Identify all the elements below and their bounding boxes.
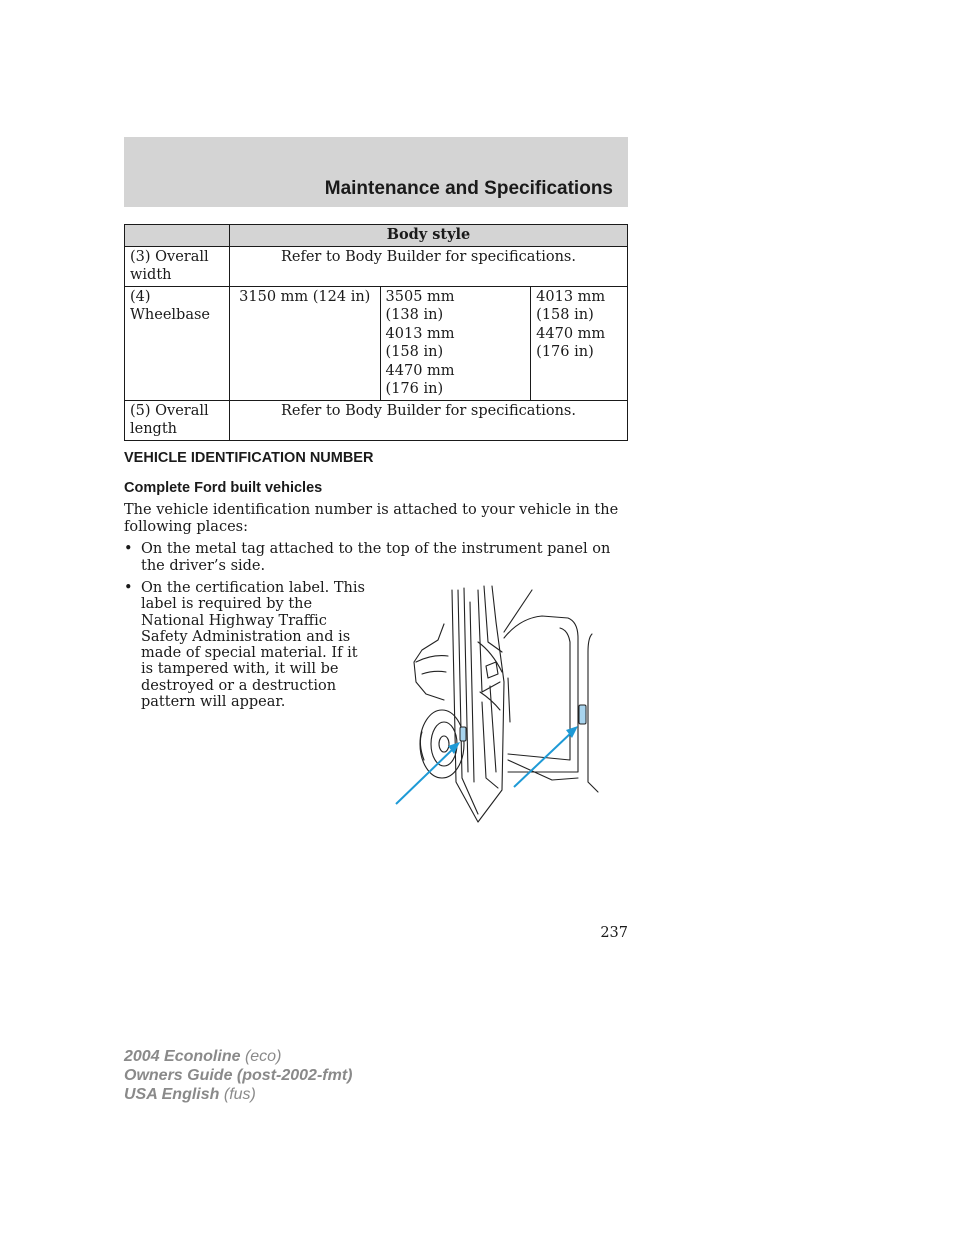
footer-guide: Owners Guide (post-2002-fmt) (124, 1067, 353, 1084)
vin-heading: VEHICLE IDENTIFICATION NUMBER (124, 450, 374, 466)
list-item (124, 580, 374, 710)
footer-language-code: (fus) (219, 1086, 256, 1103)
table-header-row (125, 225, 628, 247)
section-title: Maintenance and Specifications (324, 178, 613, 199)
door-label-illustration (392, 582, 602, 826)
row-label-overall-width: (3) Overall width (125, 246, 230, 286)
row-label-overall-length: (5) Overall length (125, 400, 230, 440)
table-row-overall-width (125, 246, 628, 286)
table-header-body-style: Body style (229, 225, 627, 247)
row-label-wheelbase: (4) Wheelbase (125, 286, 230, 400)
footer-line-3 (124, 1085, 352, 1104)
footer-model-code: (eco) (240, 1048, 282, 1065)
bullet-icon: • (124, 580, 133, 596)
wheelbase-value-3: 4013 mm (158 in) 4470 mm (176 in) (531, 286, 628, 400)
footer-line-1 (124, 1047, 352, 1066)
document-footer (124, 1047, 352, 1104)
table-row-overall-length (125, 400, 628, 440)
van-door-icon (392, 582, 602, 826)
table-header-empty (125, 225, 230, 247)
vin-intro-paragraph: The vehicle identification number is attached to your vehicle in the following places: (124, 502, 619, 535)
row-value-overall-length: Refer to Body Builder for specifications. (229, 400, 627, 440)
bullet-icon: • (124, 541, 133, 557)
spec-table (124, 224, 628, 441)
list-item (124, 541, 624, 575)
wheelbase-value-1: 3150 mm (124 in) (229, 286, 380, 400)
footer-language: USA English (124, 1086, 220, 1103)
wheelbase-value-2: 3505 mm (138 in) 4013 mm (158 in) 4470 mm (176 in) (380, 286, 531, 400)
footer-model: 2004 Econoline (124, 1048, 241, 1065)
list-item-text: On the metal tag attached to the top of the instrument panel on the driver’s side. (141, 541, 611, 574)
section-header-band (124, 137, 628, 207)
list-item-text: On the certification label. This label is required by the National Highway Traffic Safety Administration and is made of special material. If it is tampered with, it will be destroyed or a destruction pattern will appear. (141, 580, 365, 711)
footer-line-2 (124, 1066, 352, 1085)
row-value-overall-width: Refer to Body Builder for specifications. (229, 246, 627, 286)
vin-subheading: Complete Ford built vehicles (124, 480, 323, 496)
page-number: 237 (600, 925, 628, 941)
table-row-wheelbase (125, 286, 628, 400)
